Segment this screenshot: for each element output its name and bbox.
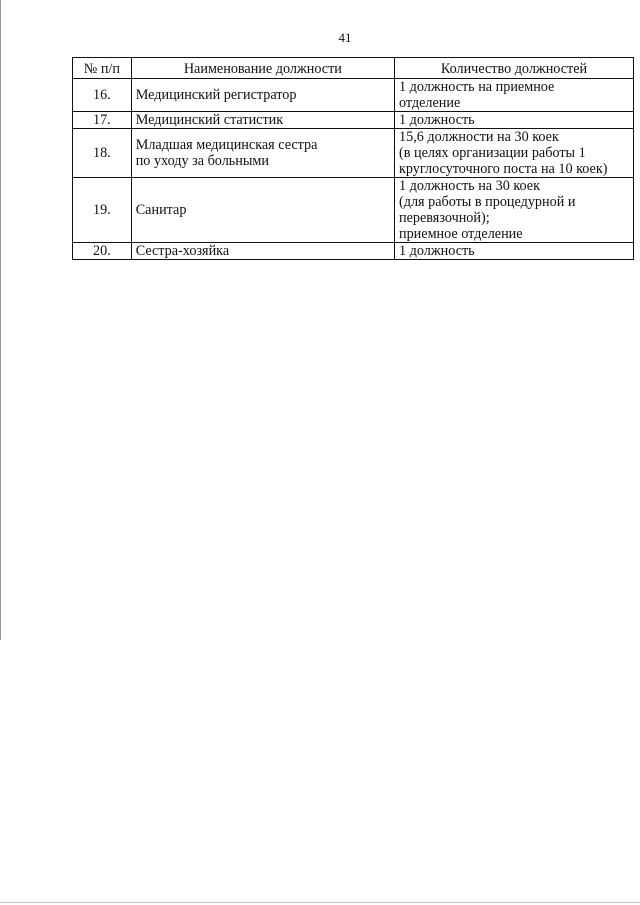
staff-positions-table [72,57,634,260]
position-name [131,79,394,112]
table-row [73,243,634,260]
count-line: приемное отделение [399,226,523,242]
row-number: 19. [73,178,132,243]
header-position-name: Наименование должности [131,58,394,79]
row-number: 17. [73,112,132,129]
position-name-line: Младшая медицинская сестра [135,137,318,153]
position-name-line: Санитар [135,202,187,218]
row-number: 16. [73,79,132,112]
header-num: № п/п [73,58,132,79]
row-number: 18. [73,129,132,178]
page-number: 41 [338,30,352,45]
scan-left-edge [0,0,1,640]
position-name [131,243,394,260]
header-position-count: Количество должностей [395,58,634,79]
count-line: отделение [399,95,461,111]
position-count [395,178,634,243]
position-count [395,243,634,260]
table-row [73,178,634,243]
position-name [131,112,394,129]
table-header-row [73,58,634,79]
position-name-line: по уходу за больными [135,153,269,169]
table-row [73,129,634,178]
count-line: (в целях организации работы 1 [399,145,586,161]
count-line: (для работы в процедурной и [399,194,576,210]
count-line: 1 должность на 30 коек [399,178,541,194]
table-row [73,79,634,112]
position-name-line: Медицинский регистратор [135,87,297,103]
count-line: 1 должность [399,112,475,128]
position-count [395,79,634,112]
position-name-line: Медицинский статистик [135,112,284,128]
table-row [73,112,634,129]
row-number: 20. [73,243,132,260]
position-count [395,112,634,129]
scan-bottom-edge [0,902,640,903]
position-name-line: Сестра-хозяйка [135,243,230,259]
position-count [395,129,634,178]
count-line: перевязочной); [399,210,490,226]
position-name [131,178,394,243]
count-line: круглосуточного поста на 10 коек) [399,161,608,177]
count-line: 1 должность [399,243,475,259]
count-line: 15,6 должности на 30 коек [399,129,559,145]
count-line: 1 должность на приемное [399,79,555,95]
position-name [131,129,394,178]
